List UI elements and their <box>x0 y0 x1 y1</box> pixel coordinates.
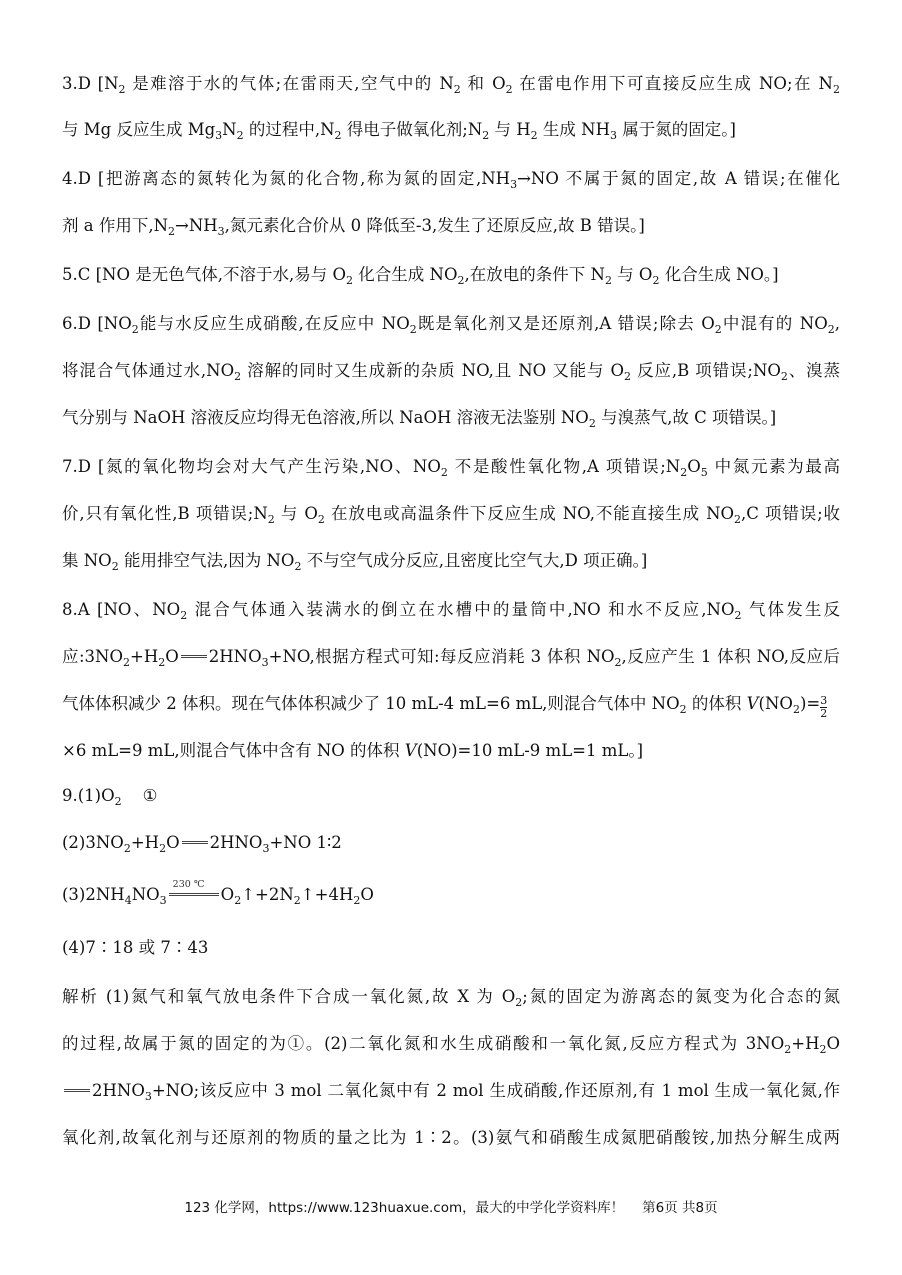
answer-8-line-4: ×6 mL=9 mL,则混合气体中含有 NO 的体积 V(NO)=10 mL-9 mL=1 mL。] <box>62 741 644 760</box>
page-footer <box>0 1196 902 1216</box>
analysis-line-3: $2HNO_3+NO$;该反应中 3 mol 二氧化氮中有 2 mol 生成硝酸,作还原剂,有 1 mol 生成一氧化氮,作 <box>62 1077 840 1101</box>
equals-sign <box>64 1089 90 1092</box>
fraction: $\frac{3}{2}$ <box>820 694 828 720</box>
answer-9-part-1: $9.(1)O_2$ ① <box>62 786 158 808</box>
answer-6-line-1: 6.D [$NO_2$能与水反应生成硝酸,在反应中 $NO_2$既是氧化剂又是还原剂,A 错误;除去 $O_2$中混有的 $NO_2$, <box>62 314 840 336</box>
answer-6-line-2: 将混合气体通过水$,NO_2$ 溶解的同时又生成新的杂质 NO,且 NO 又能与 $O_2$ 反应,B 项错误$;NO_2$、溴蒸 <box>62 361 841 383</box>
equals-sign <box>182 841 208 844</box>
footer-source: 123 化学网，https://www.123huaxue.com，最大的中学化学资料库！ <box>184 1200 625 1216</box>
answer-9-part-4: (4)7∶18 或 7∶43 <box>62 938 209 957</box>
answer-3-line-2: 与 Mg 反应生成 $Mg_3N_2$ 的过程中$,N_2$ 得电子做氧化剂$;N_2$ 与 $H_2$ 生成 $NH_3$ 属于氮的固定。] <box>62 120 736 142</box>
analysis-line-4: 氧化剂,故氧化剂与还原剂的物质的量之比为 1∶2。(3)氨气和硝酸生成氮肥硝酸铵,加热分解生成两 <box>62 1128 840 1147</box>
answer-9-part-3: $(3)2NH_4NO_3$ 230 ℃ $O_2↑+2N_2↑+4H_2O$ <box>62 879 374 907</box>
analysis-line-2: 的过程,故属于氮的固定的为①。(2)二氧化氮和水生成硝酸和一氧化氮,反应方程式为 $3NO_2+H_2O$ <box>62 1034 840 1056</box>
reaction-condition-equals: 230 ℃ <box>169 893 219 896</box>
equals-sign <box>181 655 207 658</box>
answer-9-part-2: $(2)3NO_2+H_2O$ $2HNO_3+NO$ 1∶2 <box>62 833 342 855</box>
answer-7-line-2: 价,只有氧化性,B 项错误$;N_2$ 与 $O_2$ 在放电或高温条件下反应生成 NO,不能直接生成 $NO_2,C$ 项错误;收 <box>62 504 841 526</box>
analysis-line-1: 解析 (1)氮气和氧气放电条件下合成一氧化氮,故 X 为 $O_2$;氮的固定为游离态的氮变为化合态的氮 <box>62 987 840 1009</box>
answer-7-line-1: 7.D [氮的氧化物均会对大气产生污染,NO、$NO_2$ 不是酸性氧化物,A 项错误$;N_2O_5$ 中氮元素为最高 <box>62 457 841 479</box>
answer-5-line-1: 5.C [NO 是无色气体,不溶于水,易与 $O_2$ 化合生成 $NO_2$,在放电的条件下 $N_2$ 与 $O_2$ 化合生成 NO。] <box>62 265 779 287</box>
answer-8-line-3: 气体体积减少 2 体积。现在气体体积减少了 10 mL-4 mL=6 mL,则混合气体中 $NO_2$ 的体积 $V(NO_2)=$ $\frac{3}{2}$ <box>62 694 828 720</box>
answer-4-line-1: 4.D [把游离态的氮转化为氮的化合物,称为氮的固定$,NH_3\to NO$ 不属于氮的固定,故 A 错误;在催化 <box>62 169 840 191</box>
answer-4-line-2: 剂 a 作用下$,N_2\to NH_3$,氮元素化合价从 0 降低至-3,发生了还原反应,故 B 错误。] <box>62 216 645 238</box>
answer-7-line-3: 集 $NO_2$ 能用排空气法,因为 $NO_2$ 不与空气成分反应,且密度比空气大,D 项正确。] <box>62 551 648 573</box>
answer-8-line-1: 8.A [NO、$NO_2$ 混合气体通入装满水的倒立在水槽中的量筒中,NO 和水不反应$,NO_2$ 气体发生反 <box>62 600 840 622</box>
answer-8-line-2: 应$:3NO_2+H_2O$ $2HNO_3+NO$,根据方程式可知:每反应消耗 3 体积 $NO_2$,反应产生 1 体积 NO,反应后 <box>62 647 840 669</box>
page-number: 第6页 共8页 <box>642 1200 718 1216</box>
answer-3-line-1: 3.D [$N_2$ 是难溶于水的气体;在雷雨天,空气中的 $N_2$ 和 $O_2$ 在雷电作用下可直接反应生成 NO;在 $N_2$ <box>62 74 840 96</box>
answer-6-line-3: 气分别与 NaOH 溶液反应均得无色溶液,所以 NaOH 溶液无法鉴别 $NO_2$ 与溴蒸气,故 C 项错误。] <box>62 408 777 430</box>
